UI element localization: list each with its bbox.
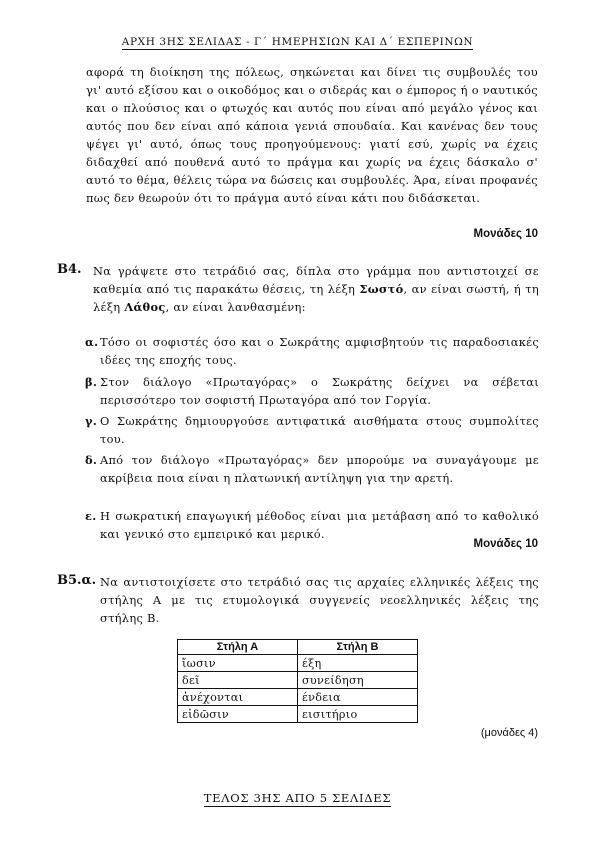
table-cell: εισιτήριο <box>298 706 418 723</box>
item-letter: β. <box>85 375 98 389</box>
question-b4-text <box>93 262 539 316</box>
b4-text-mid: , αν είναι σωστή, ή τη λέξη <box>93 282 539 314</box>
b4-item-g <box>85 412 539 448</box>
column-header-b: Στήλη Β <box>298 640 418 655</box>
intro-paragraph <box>86 63 538 207</box>
item-text: Ο Σωκράτης δημιουργούσε αντιφατικά αισθήματα στους συμπολίτες του. <box>100 414 539 446</box>
page-footer <box>0 791 595 805</box>
b4-word-wrong: Λάθος <box>124 300 166 314</box>
item-text: Στον διάλογο «Πρωταγόρας» ο Σωκράτης δείχνει να σέβεται περισσότερο τον σοφιστή Πρωταγόρα από τον Γοργία. <box>100 375 539 407</box>
intro-text: αφορά τη διοίκηση της πόλεως, σηκώνεται και δίνει τις συμβουλές του γι' αυτό εξίσου και ο οικοδόμος και ο σιδεράς και ο έμπορος ή ο ναυτικός και ο πλούσιος και ο φτωχός και αυτός που είναι από μεγάλο γένος και αυτός που δεν είναι από κάποια γενιά σπουδαία. Και κανένας δεν τους ψέγει γι' αυτό, όπως τους προηγούμενους: γιατί εσύ, χωρίς να έχεις διδαχθεί από πουθενά αυτό το πράγμα και χωρίς να έχεις δάσκαλο σ' αυτό το θέμα, θέλεις τώρα να δώσεις και συμβουλές. Άρα, είναι προφανές πως δεν θεωρούν ότι το πράγμα αυτό είναι κάτι που διδάσκεται. <box>86 65 538 205</box>
b4-word-correct: Σωστό <box>359 282 404 296</box>
b4-item-d <box>85 451 539 487</box>
item-text: Τόσο οι σοφιστές όσο και ο Σωκράτης αμφισβητούν τις παραδοσιακές ιδέες της εποχής τους. <box>100 335 539 367</box>
monades-label-2: Μονάδες 10 <box>473 538 538 550</box>
monades-label-1: Μονάδες 10 <box>473 228 538 240</box>
item-letter: γ. <box>85 414 98 428</box>
page-footer-text: ΤΕΛΟΣ 3ΗΣ ΑΠΟ 5 ΣΕΛΙΔΕΣ <box>203 791 392 805</box>
item-letter: ε. <box>85 509 97 523</box>
table-cell: συνείδηση <box>298 672 418 689</box>
item-text: Η σωκρατική επαγωγική μέθοδος είναι μια μετάβαση από το καθολικό και γενικό στο εμπειρικό και μερικό. <box>100 509 539 541</box>
matching-table <box>177 639 418 723</box>
item-text: Από τον διάλογο «Πρωταγόρας» δεν μπορούμε να συναγάγουμε με ακρίβεια ποια είναι η πλατωνική αντίληψη για την αρετή. <box>100 453 539 485</box>
b4-item-e <box>85 507 539 543</box>
page-header-text: ΑΡΧΗ 3ΗΣ ΣΕΛΙΔΑΣ - Γ΄ ΗΜΕΡΗΣΙΩΝ ΚΑΙ Δ΄ ΕΣΠΕΡΙΝΩΝ <box>121 36 474 48</box>
table-cell: ένδεια <box>298 689 418 706</box>
monades-label-3: (μονάδες 4) <box>480 727 538 739</box>
b4-text-start: Να γράψετε στο τετράδιό σας, δίπλα στο γράμμα που αντιστοιχεί σε καθεμία από τις παρακάτω θέσεις, τη λέξη <box>93 264 539 296</box>
table-row <box>178 672 418 689</box>
question-b4-label: Β4. <box>57 262 82 277</box>
item-letter: α. <box>85 335 99 349</box>
table-header-row <box>178 640 418 655</box>
table-cell: ἀνέχονται <box>178 689 298 706</box>
column-header-a: Στήλη Α <box>178 640 298 655</box>
table-row <box>178 706 418 723</box>
item-letter: δ. <box>85 453 98 467</box>
b4-text-end: , αν είναι λανθασμένη: <box>165 300 306 314</box>
b4-item-a <box>85 333 539 369</box>
table-row <box>178 689 418 706</box>
page-header <box>0 36 595 48</box>
question-b5a-label: Β5.α. <box>57 573 97 588</box>
b4-item-b <box>85 373 539 409</box>
table-cell: εἰδῶσιν <box>178 706 298 723</box>
table-row <box>178 655 418 672</box>
table-cell: δεῖ <box>178 672 298 689</box>
table-cell: ἴωσιν <box>178 655 298 672</box>
table-cell: έξη <box>298 655 418 672</box>
question-b5a-text: Να αντιστοιχίσετε στο τετράδιό σας τις αρχαίες ελληνικές λέξεις της στήλης Α με τις ετυμολογικά συγγενείς νεοελληνικές λέξεις της στήλης Β. <box>100 575 539 625</box>
